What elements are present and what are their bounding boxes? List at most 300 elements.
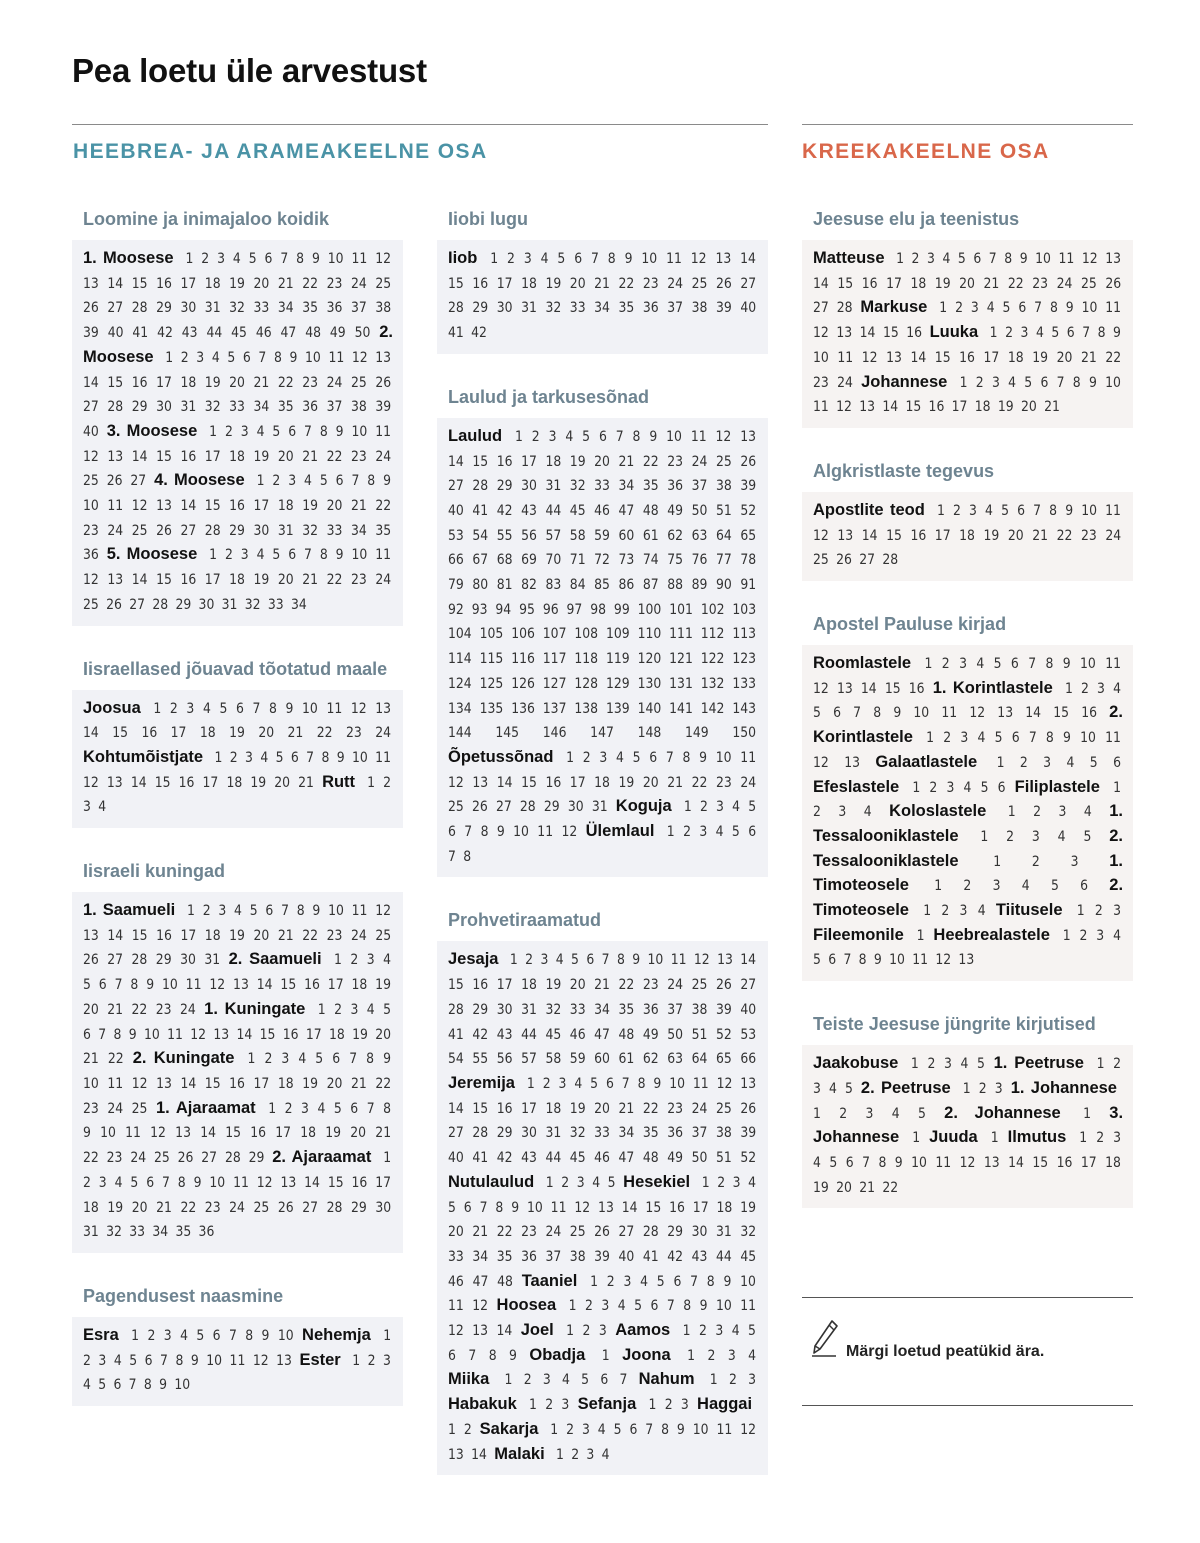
chapter-number[interactable]: 16 xyxy=(1056,1154,1073,1171)
chapter-number[interactable]: 1 xyxy=(912,779,921,796)
chapter-number[interactable]: 18 xyxy=(521,977,537,994)
chapter-number[interactable]: 51 xyxy=(715,502,732,519)
chapter-number[interactable]: 38 xyxy=(691,1001,708,1018)
chapter-number[interactable]: 10 xyxy=(328,903,344,920)
chapter-number[interactable]: 7 xyxy=(258,349,267,366)
chapter-number[interactable]: 19 xyxy=(934,275,951,292)
chapter-number[interactable]: 19 xyxy=(229,927,245,944)
chapter-number[interactable]: 2 xyxy=(728,1372,737,1389)
chapter-number[interactable]: 5 xyxy=(130,1174,139,1191)
chapter-number[interactable]: 19 xyxy=(1032,349,1049,366)
chapter-number[interactable]: 4 xyxy=(640,1273,649,1290)
chapter-number[interactable]: 14 xyxy=(107,275,124,292)
chapter-number[interactable]: 16 xyxy=(180,448,197,465)
chapter-number[interactable]: 15 xyxy=(131,275,148,292)
chapter-number[interactable]: 7 xyxy=(619,1372,628,1389)
chapter-number[interactable]: 7 xyxy=(853,705,862,722)
chapter-number[interactable]: 50 xyxy=(691,1150,708,1167)
chapter-number[interactable]: 3 xyxy=(245,749,253,766)
chapter-number[interactable]: 1 xyxy=(959,374,968,391)
chapter-number[interactable]: 3 xyxy=(748,1372,757,1389)
chapter-number[interactable]: 11 xyxy=(328,349,345,366)
chapter-number[interactable]: 27 xyxy=(107,952,124,969)
chapter-number[interactable]: 145 xyxy=(495,725,520,742)
chapter-number[interactable]: 14 xyxy=(813,275,829,292)
chapter-number[interactable]: 7 xyxy=(280,251,289,267)
chapter-number[interactable]: 19 xyxy=(983,527,1000,544)
chapter-number[interactable]: 49 xyxy=(667,502,684,519)
chapter-number[interactable]: 56 xyxy=(496,1051,513,1068)
chapter-number[interactable]: 104 xyxy=(448,626,472,643)
chapter-number[interactable]: 114 xyxy=(448,651,472,668)
chapter-number[interactable]: 22 xyxy=(316,725,333,742)
chapter-number[interactable]: 42 xyxy=(471,325,487,342)
chapter-number[interactable]: 22 xyxy=(302,275,319,292)
chapter-number[interactable]: 17 xyxy=(202,774,219,791)
chapter-number[interactable]: 56 xyxy=(521,527,537,544)
chapter-number[interactable]: 1 xyxy=(490,251,499,267)
chapter-number[interactable]: 49 xyxy=(642,1026,659,1043)
chapter-number[interactable]: 19 xyxy=(569,453,586,470)
chapter-number[interactable]: 22 xyxy=(277,374,294,391)
chapter-number[interactable]: 11 xyxy=(912,952,928,969)
chapter-number[interactable]: 3 xyxy=(561,1397,570,1414)
chapter-number[interactable]: 40 xyxy=(448,502,464,519)
chapter-number[interactable]: 15 xyxy=(204,1075,221,1092)
chapter-number[interactable]: 26 xyxy=(594,1224,610,1241)
chapter-number[interactable]: 10 xyxy=(666,428,682,445)
chapter-number[interactable]: 23 xyxy=(813,374,829,391)
chapter-number[interactable]: 10 xyxy=(174,1377,191,1394)
chapter-number[interactable]: 9 xyxy=(1063,730,1071,747)
chapter-number[interactable]: 24 xyxy=(107,1100,124,1117)
chapter-number[interactable]: 16 xyxy=(928,399,945,416)
chapter-number[interactable]: 22 xyxy=(618,275,635,292)
chapter-number[interactable]: 32 xyxy=(545,300,562,317)
chapter-number[interactable]: 2 xyxy=(941,656,950,673)
chapter-number[interactable]: 1 xyxy=(934,878,943,895)
chapter-number[interactable]: 4 xyxy=(942,251,951,267)
chapter-number[interactable]: 30 xyxy=(521,478,537,495)
chapter-number[interactable]: 10 xyxy=(740,1273,756,1290)
chapter-number[interactable]: 8 xyxy=(366,1051,375,1068)
chapter-number[interactable]: 5 xyxy=(219,700,228,717)
chapter-number[interactable]: 2 xyxy=(683,824,691,841)
chapter-number[interactable]: 10 xyxy=(889,952,905,969)
chapter-number[interactable]: 45 xyxy=(569,502,586,519)
chapter-number[interactable]: 14 xyxy=(448,453,464,470)
chapter-number[interactable]: 27 xyxy=(302,1199,319,1216)
chapter-number[interactable]: 6 xyxy=(748,824,757,841)
chapter-number[interactable]: 7 xyxy=(1028,730,1037,747)
chapter-number[interactable]: 25 xyxy=(448,799,464,816)
chapter-number[interactable]: 15 xyxy=(905,399,922,416)
chapter-number[interactable]: 146 xyxy=(542,725,567,742)
chapter-number[interactable]: 4 xyxy=(748,1347,757,1364)
chapter-number[interactable]: 12 xyxy=(715,428,732,445)
chapter-number[interactable]: 16 xyxy=(496,453,513,470)
chapter-number[interactable]: 23 xyxy=(642,275,659,292)
chapter-number[interactable]: 10 xyxy=(83,1075,99,1092)
chapter-number[interactable]: 27 xyxy=(130,473,147,490)
chapter-number[interactable]: 43 xyxy=(521,502,537,519)
chapter-number[interactable]: 2 xyxy=(1033,804,1042,821)
chapter-number[interactable]: 20 xyxy=(642,774,659,791)
chapter-number[interactable]: 4 xyxy=(597,1421,606,1438)
chapter-number[interactable]: 3 xyxy=(240,547,249,564)
chapter-number[interactable]: 31 xyxy=(715,1224,732,1241)
chapter-number[interactable]: 21 xyxy=(350,1075,367,1092)
chapter-number[interactable]: 2 xyxy=(978,1080,987,1097)
chapter-number[interactable]: 1 xyxy=(936,502,945,519)
chapter-number[interactable]: 44 xyxy=(715,1248,732,1265)
chapter-number[interactable]: 28 xyxy=(131,952,148,969)
chapter-number[interactable]: 24 xyxy=(667,275,684,292)
chapter-number[interactable]: 3 xyxy=(240,423,249,440)
chapter-number[interactable]: 3 xyxy=(716,799,724,816)
chapter-number[interactable]: 15 xyxy=(884,680,901,697)
chapter-number[interactable]: 11 xyxy=(351,903,368,920)
chapter-number[interactable]: 16 xyxy=(910,527,927,544)
chapter-number[interactable]: 1 xyxy=(601,1347,610,1364)
chapter-number[interactable]: 7 xyxy=(281,903,289,920)
chapter-number[interactable]: 15 xyxy=(882,325,899,342)
chapter-number[interactable]: 8 xyxy=(616,952,625,969)
chapter-number[interactable]: 8 xyxy=(245,1327,254,1344)
chapter-number[interactable]: 11 xyxy=(1105,502,1121,519)
chapter-number[interactable]: 21 xyxy=(667,774,684,791)
chapter-number[interactable]: 5 xyxy=(1024,374,1033,391)
chapter-number[interactable]: 18 xyxy=(199,725,216,742)
chapter-number[interactable]: 10 xyxy=(305,349,321,366)
chapter-number[interactable]: 58 xyxy=(545,1051,562,1068)
chapter-number[interactable]: 5 xyxy=(1050,878,1059,895)
chapter-number[interactable]: 138 xyxy=(574,700,599,717)
chapter-number[interactable]: 6 xyxy=(264,251,273,267)
chapter-number[interactable]: 18 xyxy=(545,453,562,470)
chapter-number[interactable]: 33 xyxy=(229,399,245,416)
chapter-number[interactable]: 31 xyxy=(591,799,608,816)
chapter-number[interactable]: 38 xyxy=(569,1248,586,1265)
chapter-number[interactable]: 3 xyxy=(926,251,935,267)
chapter-number[interactable]: 3 xyxy=(83,799,91,816)
chapter-number[interactable]: 39 xyxy=(375,399,392,416)
chapter-number[interactable]: 34 xyxy=(253,399,270,416)
chapter-number[interactable]: 67 xyxy=(472,552,489,569)
chapter-number[interactable]: 71 xyxy=(569,552,586,569)
chapter-number[interactable]: 57 xyxy=(545,527,562,544)
chapter-number[interactable]: 22 xyxy=(642,453,659,470)
chapter-number[interactable]: 6 xyxy=(144,1352,153,1369)
chapter-number[interactable]: 6 xyxy=(828,952,837,969)
chapter-number[interactable]: 1 xyxy=(1062,927,1071,944)
chapter-number[interactable]: 17 xyxy=(327,977,344,994)
chapter-number[interactable]: 8 xyxy=(873,705,882,722)
chapter-number[interactable]: 1 xyxy=(209,547,218,564)
chapter-number[interactable]: 10 xyxy=(302,700,318,717)
chapter-number[interactable]: 12 xyxy=(690,251,707,267)
chapter-number[interactable]: 42 xyxy=(472,1026,489,1043)
chapter-number[interactable]: 21 xyxy=(594,977,610,994)
chapter-number[interactable]: 23 xyxy=(326,275,343,292)
chapter-number[interactable]: 131 xyxy=(669,675,693,692)
chapter-number[interactable]: 36 xyxy=(521,1248,537,1265)
chapter-number[interactable]: 10 xyxy=(351,423,368,440)
chapter-number[interactable]: 13 xyxy=(837,527,854,544)
chapter-number[interactable]: 5 xyxy=(917,1105,926,1122)
chapter-number[interactable]: 1 xyxy=(209,423,218,440)
chapter-number[interactable]: 3 xyxy=(1096,927,1105,944)
chapter-number[interactable]: 1 xyxy=(1079,1130,1088,1147)
chapter-number[interactable]: 62 xyxy=(642,1051,659,1068)
chapter-number[interactable]: 26 xyxy=(106,596,122,613)
chapter-number[interactable]: 9 xyxy=(509,1347,517,1364)
chapter-number[interactable]: 3 xyxy=(281,1051,290,1068)
chapter-number[interactable]: 29 xyxy=(229,522,245,539)
chapter-number[interactable]: 24 xyxy=(375,572,392,589)
chapter-number[interactable]: 22 xyxy=(375,1075,392,1092)
chapter-number[interactable]: 11 xyxy=(537,824,554,841)
chapter-number[interactable]: 14 xyxy=(1008,1154,1024,1171)
chapter-number[interactable]: 10 xyxy=(647,952,664,969)
chapter-number[interactable]: 34 xyxy=(277,300,294,317)
chapter-number[interactable]: 6 xyxy=(600,1372,609,1389)
chapter-number[interactable]: 4 xyxy=(555,952,564,969)
chapter-number[interactable]: 122 xyxy=(700,651,725,668)
chapter-number[interactable]: 7 xyxy=(988,251,997,267)
chapter-number[interactable]: 2 xyxy=(284,1100,293,1117)
chapter-number[interactable]: 18 xyxy=(229,448,245,465)
chapter-number[interactable]: 25 xyxy=(715,453,732,470)
chapter-number[interactable]: 18 xyxy=(545,1100,562,1117)
chapter-number[interactable]: 5 xyxy=(557,251,566,267)
chapter-number[interactable]: 19 xyxy=(204,374,221,391)
chapter-number[interactable]: 6 xyxy=(673,1273,682,1290)
chapter-number[interactable]: 4 xyxy=(256,547,265,564)
chapter-number[interactable]: 46 xyxy=(255,325,272,342)
chapter-number[interactable]: 12 xyxy=(350,700,367,717)
chapter-number[interactable]: 22 xyxy=(496,1224,513,1241)
chapter-number[interactable]: 1 xyxy=(448,1421,456,1438)
chapter-number[interactable]: 18 xyxy=(910,275,927,292)
chapter-number[interactable]: 6 xyxy=(598,428,607,445)
chapter-number[interactable]: 43 xyxy=(181,325,198,342)
chapter-number[interactable]: 1 xyxy=(187,903,195,920)
chapter-number[interactable]: 27 xyxy=(448,1125,464,1142)
chapter-number[interactable]: 4 xyxy=(891,1105,900,1122)
chapter-number[interactable]: 19 xyxy=(375,977,391,994)
chapter-number[interactable]: 35 xyxy=(277,399,294,416)
chapter-number[interactable]: 36 xyxy=(198,1224,215,1241)
chapter-number[interactable]: 15 xyxy=(1053,705,1070,722)
chapter-number[interactable]: 13 xyxy=(276,1352,292,1369)
chapter-number[interactable]: 19 xyxy=(569,1100,586,1117)
chapter-number[interactable]: 75 xyxy=(667,552,684,569)
chapter-number[interactable]: 35 xyxy=(302,300,319,317)
chapter-number[interactable]: 2 xyxy=(699,799,708,816)
chapter-number[interactable]: 32 xyxy=(545,1001,562,1018)
chapter-number[interactable]: 12 xyxy=(861,349,878,366)
chapter-number[interactable]: 124 xyxy=(448,675,472,692)
chapter-number[interactable]: 2 xyxy=(943,730,952,747)
chapter-number[interactable]: 9 xyxy=(1062,656,1071,673)
chapter-number[interactable]: 62 xyxy=(667,527,684,544)
chapter-number[interactable]: 24 xyxy=(1105,527,1122,544)
chapter-number[interactable]: 18 xyxy=(594,774,610,791)
chapter-number[interactable]: 39 xyxy=(594,1248,610,1265)
chapter-number[interactable]: 44 xyxy=(545,1150,562,1167)
chapter-number[interactable]: 101 xyxy=(669,601,693,618)
chapter-number[interactable]: 134 xyxy=(448,700,472,717)
chapter-number[interactable]: 4 xyxy=(748,1174,757,1191)
chapter-number[interactable]: 2 xyxy=(272,473,281,490)
chapter-number[interactable]: 74 xyxy=(642,552,659,569)
chapter-number[interactable]: 98 xyxy=(590,601,607,618)
chapter-number[interactable]: 9 xyxy=(1088,374,1097,391)
chapter-number[interactable]: 23 xyxy=(642,977,659,994)
chapter-number[interactable]: 37 xyxy=(667,300,684,317)
chapter-number[interactable]: 76 xyxy=(691,552,708,569)
chapter-number[interactable]: 3 xyxy=(994,1080,1003,1097)
chapter-number[interactable]: 8 xyxy=(1072,374,1081,391)
chapter-number[interactable]: 46 xyxy=(569,1026,586,1043)
chapter-number[interactable]: 31 xyxy=(204,952,221,969)
chapter-number[interactable]: 2 xyxy=(813,804,821,821)
chapter-number[interactable]: 15 xyxy=(1032,1154,1049,1171)
chapter-number[interactable]: 35 xyxy=(618,300,635,317)
chapter-number[interactable]: 6 xyxy=(288,547,297,564)
chapter-number[interactable]: 34 xyxy=(594,300,610,317)
chapter-number[interactable]: 9 xyxy=(383,473,391,490)
chapter-number[interactable]: 2 xyxy=(561,1174,570,1191)
chapter-number[interactable]: 21 xyxy=(107,1001,124,1018)
chapter-number[interactable]: 8 xyxy=(632,428,641,445)
chapter-number[interactable]: 20 xyxy=(569,275,586,292)
chapter-number[interactable]: 2 xyxy=(664,1397,673,1414)
chapter-number[interactable]: 29 xyxy=(667,1224,684,1241)
chapter-number[interactable]: 26 xyxy=(740,1100,757,1117)
chapter-number[interactable]: 16 xyxy=(669,1199,685,1216)
chapter-number[interactable]: 9 xyxy=(312,903,321,920)
chapter-number[interactable]: 30 xyxy=(496,1001,513,1018)
chapter-number[interactable]: 29 xyxy=(155,952,172,969)
chapter-number[interactable]: 17 xyxy=(180,927,197,944)
chapter-number[interactable]: 13 xyxy=(717,952,733,969)
chapter-number[interactable]: 5 xyxy=(249,903,258,920)
chapter-number[interactable]: 27 xyxy=(859,552,876,569)
chapter-number[interactable]: 2 xyxy=(566,1421,575,1438)
chapter-number[interactable]: 14 xyxy=(859,325,876,342)
chapter-number[interactable]: 2 xyxy=(911,251,920,267)
chapter-number[interactable]: 100 xyxy=(637,601,662,618)
chapter-number[interactable]: 38 xyxy=(715,478,732,495)
chapter-number[interactable]: 25 xyxy=(153,1150,170,1167)
chapter-number[interactable]: 13 xyxy=(83,275,99,292)
chapter-number[interactable]: 24 xyxy=(691,1100,708,1117)
chapter-number[interactable]: 21 xyxy=(350,498,367,515)
chapter-number[interactable]: 13 xyxy=(958,952,975,969)
chapter-number[interactable]: 13 xyxy=(472,1323,489,1340)
chapter-number[interactable]: 3 xyxy=(288,473,297,490)
chapter-number[interactable]: 8 xyxy=(383,1100,392,1117)
chapter-number[interactable]: 109 xyxy=(605,626,630,643)
chapter-number[interactable]: 11 xyxy=(670,952,687,969)
chapter-number[interactable]: 39 xyxy=(740,1125,757,1142)
chapter-number[interactable]: 23 xyxy=(350,572,367,589)
chapter-number[interactable]: 2 xyxy=(180,349,189,366)
chapter-number[interactable]: 16 xyxy=(178,774,195,791)
chapter-number[interactable]: 15 xyxy=(448,977,464,994)
chapter-number[interactable]: 14 xyxy=(83,725,99,742)
chapter-number[interactable]: 4 xyxy=(1021,878,1030,895)
chapter-number[interactable]: 43 xyxy=(691,1248,708,1265)
chapter-number[interactable]: 4 xyxy=(986,300,995,317)
chapter-number[interactable]: 3 xyxy=(1070,853,1079,870)
chapter-number[interactable]: 64 xyxy=(715,527,732,544)
chapter-number[interactable]: 51 xyxy=(691,1026,708,1043)
chapter-number[interactable]: 24 xyxy=(130,1150,147,1167)
chapter-number[interactable]: 1 xyxy=(666,824,675,841)
chapter-number[interactable]: 7 xyxy=(161,1174,170,1191)
chapter-number[interactable]: 16 xyxy=(908,680,925,697)
chapter-number[interactable]: 14 xyxy=(910,349,927,366)
chapter-number[interactable]: 15 xyxy=(131,927,148,944)
chapter-number[interactable]: 68 xyxy=(496,552,513,569)
chapter-number[interactable]: 33 xyxy=(326,522,343,539)
chapter-number[interactable]: 9 xyxy=(159,1377,167,1394)
chapter-number[interactable]: 18 xyxy=(229,572,245,589)
chapter-number[interactable]: 18 xyxy=(328,1026,345,1043)
chapter-number[interactable]: 5 xyxy=(1089,754,1098,771)
chapter-number[interactable]: 28 xyxy=(472,1125,489,1142)
chapter-number[interactable]: 3 xyxy=(1031,828,1040,845)
chapter-number[interactable]: 18 xyxy=(351,977,368,994)
chapter-number[interactable]: 1 xyxy=(383,1150,392,1167)
chapter-number[interactable]: 2 xyxy=(1096,1130,1105,1147)
chapter-number[interactable]: 1 xyxy=(383,1327,392,1344)
chapter-number[interactable]: 12 xyxy=(150,1125,166,1142)
chapter-number[interactable]: 10 xyxy=(206,1352,223,1369)
chapter-number[interactable]: 10 xyxy=(513,824,529,841)
chapter-number[interactable]: 6 xyxy=(605,1075,614,1092)
chapter-number[interactable]: 64 xyxy=(691,1051,708,1068)
chapter-number[interactable]: 8 xyxy=(878,1154,887,1171)
chapter-number[interactable]: 11 xyxy=(1105,656,1121,673)
chapter-number[interactable]: 15 xyxy=(156,572,172,589)
chapter-number[interactable]: 13 xyxy=(598,1199,614,1216)
chapter-number[interactable]: 18 xyxy=(204,275,221,292)
chapter-number[interactable]: 2 xyxy=(169,700,178,717)
chapter-number[interactable]: 88 xyxy=(667,577,684,594)
chapter-number[interactable]: 4 xyxy=(732,799,741,816)
chapter-number[interactable]: 9 xyxy=(383,1051,392,1068)
chapter-number[interactable]: 5 xyxy=(315,1051,324,1068)
chapter-number[interactable]: 5 xyxy=(993,656,1002,673)
chapter-number[interactable]: 16 xyxy=(545,774,562,791)
chapter-number[interactable]: 46 xyxy=(594,502,610,519)
chapter-number[interactable]: 19 xyxy=(250,774,267,791)
chapter-number[interactable]: 2 xyxy=(1081,680,1089,697)
chapter-number[interactable]: 12 xyxy=(813,754,829,771)
chapter-number[interactable]: 15 xyxy=(112,725,129,742)
chapter-number[interactable]: 1 xyxy=(682,1323,691,1340)
chapter-number[interactable]: 60 xyxy=(594,1051,610,1068)
chapter-number[interactable]: 31 xyxy=(545,478,562,495)
chapter-number[interactable]: 13 xyxy=(107,572,124,589)
chapter-number[interactable]: 37 xyxy=(667,1001,684,1018)
chapter-number[interactable]: 3 xyxy=(732,1174,741,1191)
chapter-number[interactable]: 8 xyxy=(637,1075,646,1092)
